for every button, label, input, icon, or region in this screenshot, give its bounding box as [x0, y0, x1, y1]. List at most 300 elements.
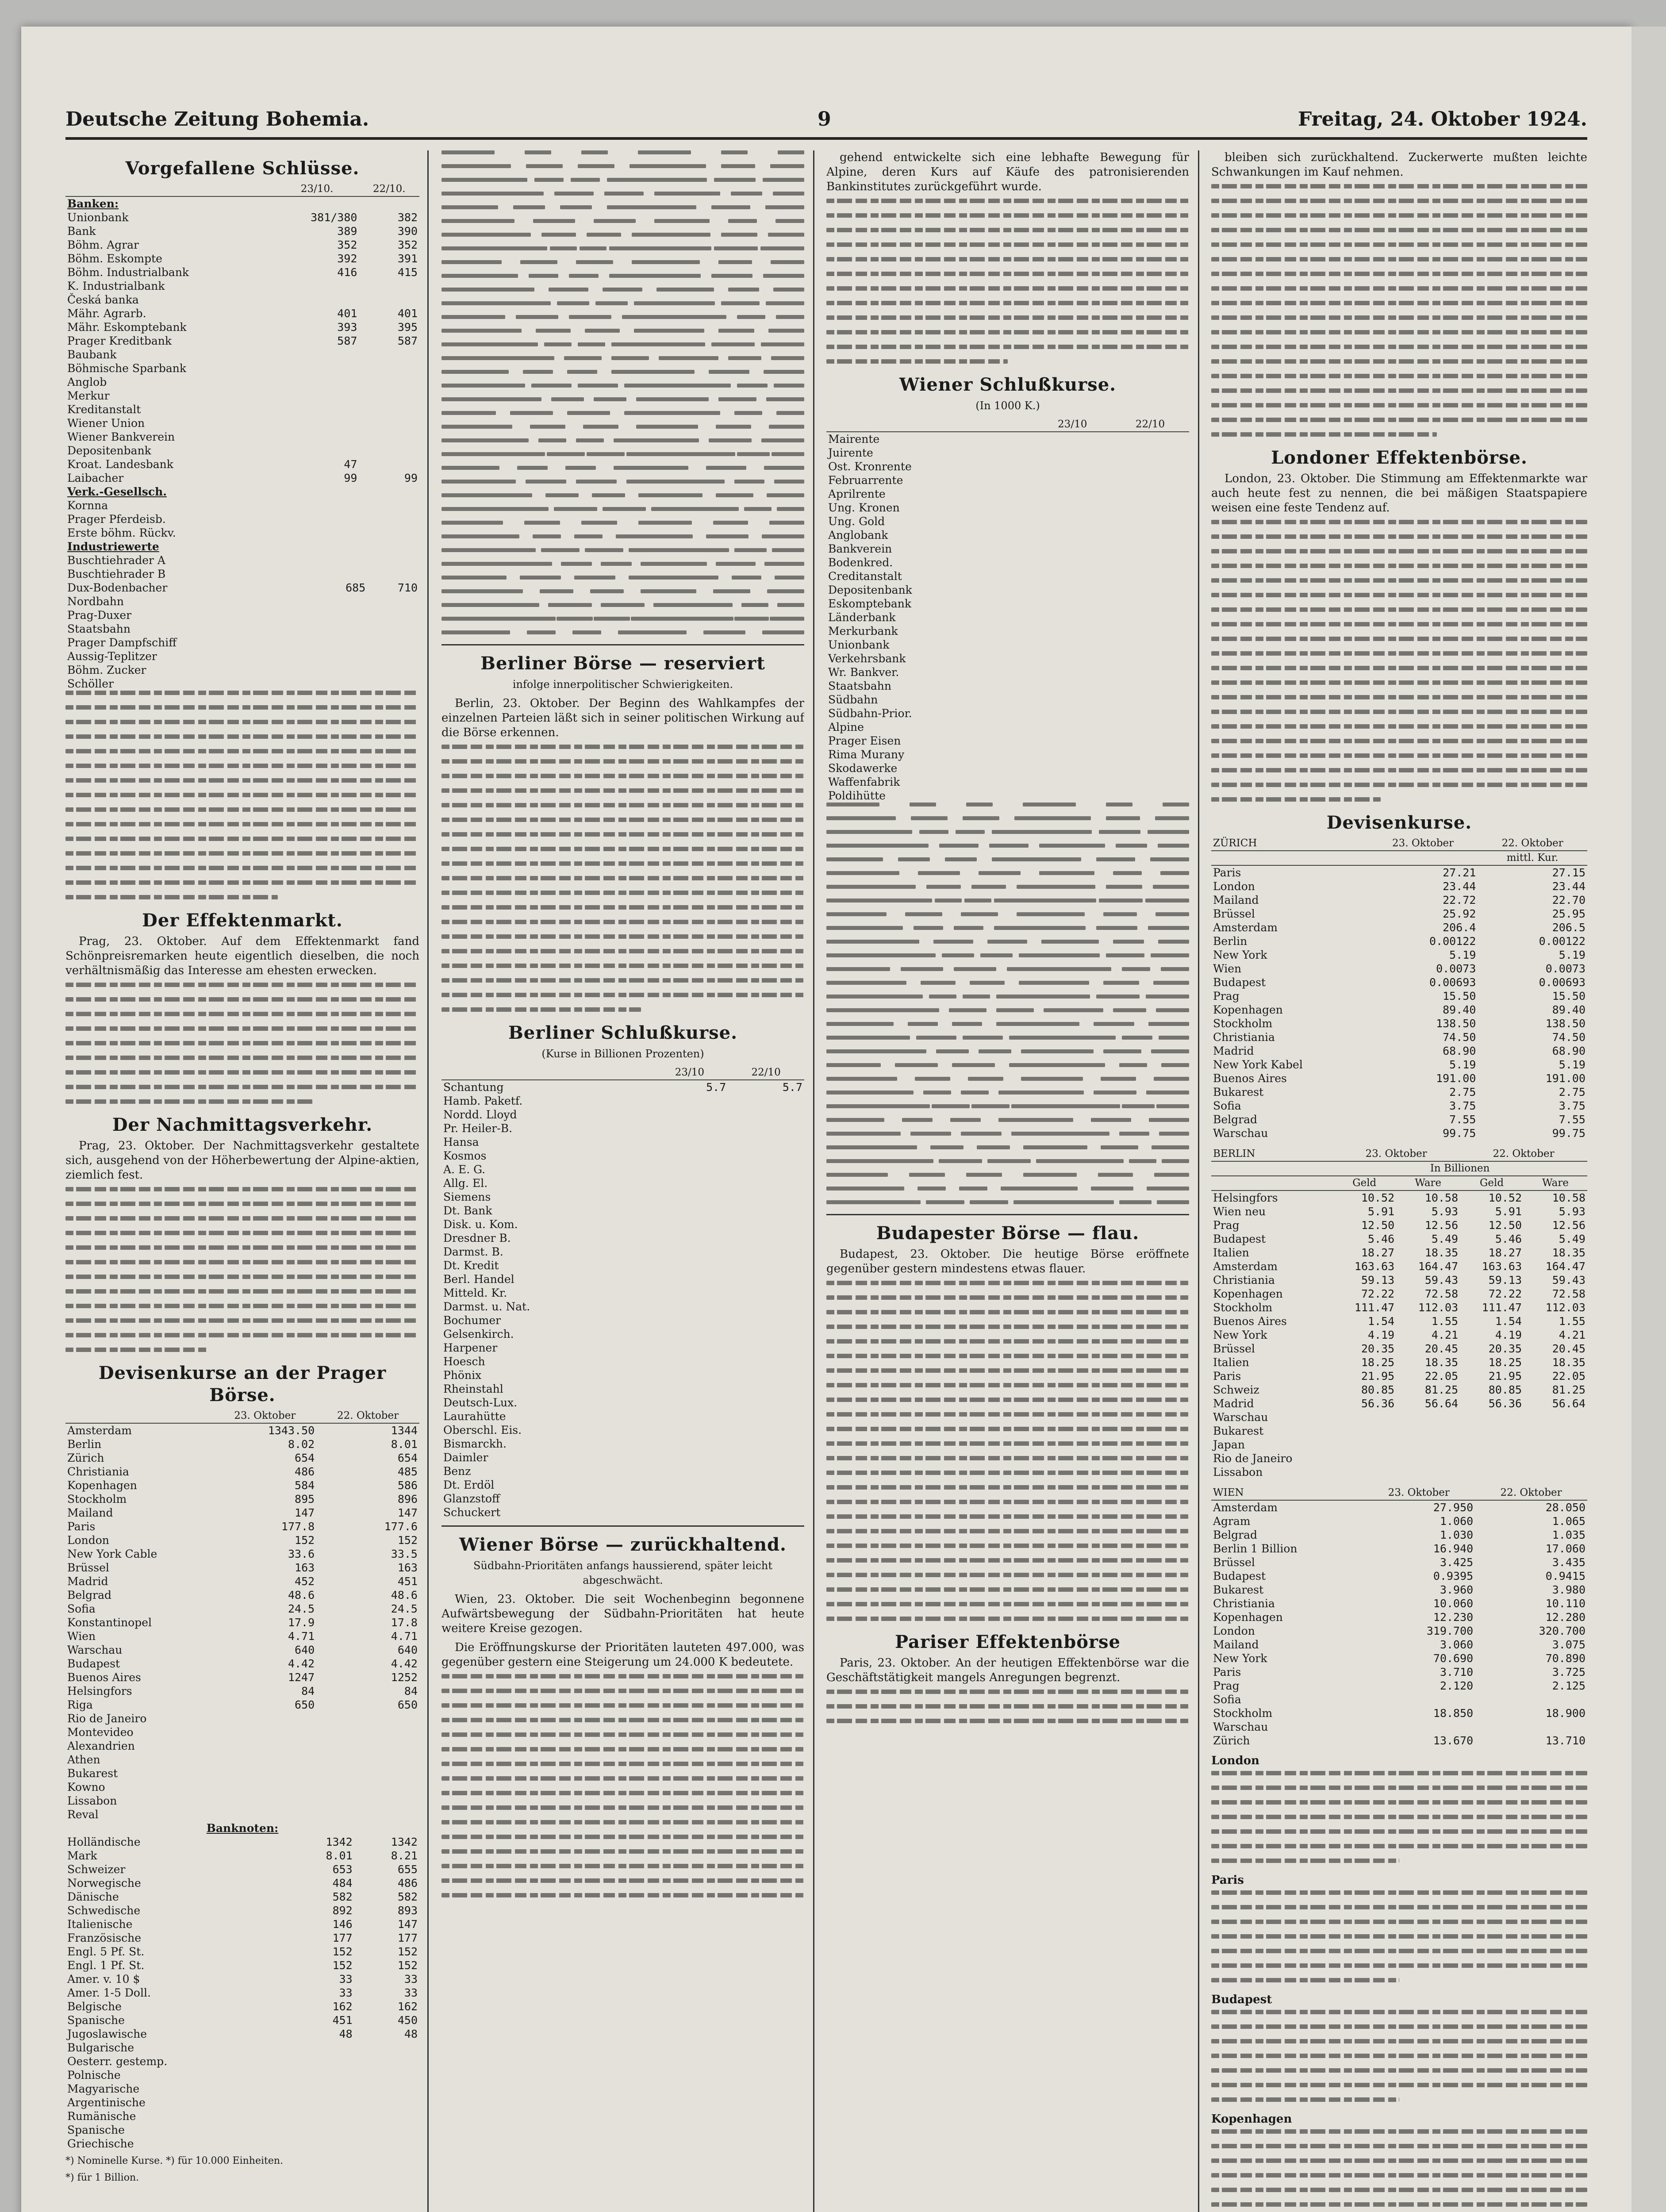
row-label: Französische — [67, 1932, 142, 1944]
row-value: 12.50 — [1361, 1219, 1395, 1232]
table-row — [65, 2096, 419, 2109]
row-value — [652, 1094, 728, 1108]
row-value — [652, 1382, 728, 1396]
row-value — [652, 1300, 728, 1313]
row-label: Buenos Aires — [1213, 1072, 1287, 1085]
table-row — [1211, 1651, 1587, 1665]
devisen-wien-table — [1211, 1486, 1587, 1747]
table-row — [65, 1520, 419, 1533]
row-value: 2.75 — [1449, 1086, 1476, 1098]
row-label: Budapest — [67, 1657, 120, 1670]
row-value — [1396, 1424, 1460, 1438]
table-row — [1211, 975, 1587, 989]
row-value: 147 — [295, 1506, 315, 1519]
row-label: London — [67, 1534, 109, 1547]
row-value — [1111, 515, 1189, 528]
row-value: 319.700 — [1426, 1624, 1474, 1637]
row-value: 17.8 — [391, 1616, 418, 1629]
row-value: 24.5 — [391, 1602, 418, 1615]
row-value — [728, 1355, 804, 1368]
row-value — [652, 1492, 728, 1505]
row-label: Depositenbank — [828, 584, 912, 596]
row-value: 72.58 — [1424, 1287, 1459, 1300]
text-block — [441, 745, 804, 1012]
row-label: Aprilrente — [828, 488, 886, 500]
row-label: Merkur — [67, 389, 110, 402]
table-row — [1211, 1126, 1587, 1140]
row-value: 452 — [295, 1575, 315, 1588]
column-rule — [427, 150, 429, 2212]
row-value: 3.710 — [1440, 1666, 1474, 1678]
table-row — [65, 471, 419, 485]
row-value: 23.44 — [1443, 880, 1476, 893]
row-label: Brüssel — [1213, 1556, 1255, 1569]
row-label: Mailand — [1213, 894, 1259, 906]
row-value — [316, 1780, 419, 1794]
row-value — [289, 2096, 354, 2109]
issue-date: Freitag, 24. Oktober 1924. — [1298, 108, 1587, 131]
table-row — [1211, 1514, 1587, 1528]
row-label: Oesterr. gestemp. — [67, 2055, 168, 2068]
row-value — [652, 1135, 728, 1149]
row-value: 111.47 — [1482, 1301, 1522, 1314]
table-row — [826, 556, 1189, 569]
row-label: Warschau — [67, 1644, 123, 1656]
row-value: 416 — [337, 266, 357, 279]
row-value: 401 — [337, 307, 357, 320]
row-value — [1111, 761, 1189, 775]
row-label: Stockholm — [1213, 1017, 1273, 1030]
row-value — [213, 1794, 316, 1808]
row-value — [315, 663, 368, 677]
row-value — [359, 416, 419, 430]
table-row — [441, 1163, 804, 1176]
row-value — [1111, 528, 1189, 542]
row-value: 0.00693 — [1539, 976, 1585, 989]
row-label: A. E. G. — [443, 1163, 486, 1176]
row-label: Spanische — [67, 2124, 125, 2136]
row-value — [1033, 693, 1111, 707]
row-value: 99.75 — [1552, 1127, 1585, 1140]
row-value: 3.960 — [1440, 1583, 1474, 1596]
section-subtitle: Südbahn-Prioritäten anfangs haussierend, später leicht abgeschwächt. — [473, 1559, 772, 1586]
row-label: Belgische — [67, 2000, 122, 2013]
market-block-heading: Paris — [1211, 1874, 1244, 1887]
row-label: Wr. Bankver. — [828, 666, 899, 679]
row-value — [652, 1176, 728, 1190]
newspaper-page — [21, 27, 1631, 2212]
table-row — [1211, 1301, 1587, 1314]
table-row — [1211, 1734, 1587, 1747]
row-value — [1460, 1452, 1524, 1465]
table-row — [441, 1259, 804, 1272]
row-value — [1332, 1438, 1396, 1452]
footnote: *) für 1 Billion. — [65, 2172, 139, 2183]
row-value — [1033, 569, 1111, 583]
table-row — [65, 1506, 419, 1520]
row-value — [354, 2068, 419, 2082]
row-value — [728, 1368, 804, 1382]
table-row — [826, 432, 1189, 446]
row-label: Mailand — [1213, 1638, 1259, 1651]
row-value: 22.72 — [1443, 894, 1476, 906]
row-label: Kopenhagen — [67, 1479, 137, 1492]
row-label: Brüssel — [1213, 907, 1255, 920]
row-value: 162 — [397, 2000, 418, 2013]
table-row — [826, 734, 1189, 748]
text-block — [1211, 520, 1587, 802]
row-value: 56.64 — [1424, 1397, 1459, 1410]
row-label: Christiania — [67, 1465, 129, 1478]
row-label: Wiener Bankverein — [67, 430, 175, 443]
row-value: 640 — [295, 1644, 315, 1656]
row-value: 18.35 — [1552, 1356, 1585, 1369]
row-value — [728, 1217, 804, 1231]
row-label: Belgrad — [1213, 1113, 1258, 1126]
row-label: Anglob — [67, 376, 107, 388]
row-value — [354, 2109, 419, 2123]
row-label: Depositenbank — [67, 444, 151, 457]
row-value: 68.90 — [1443, 1045, 1476, 1057]
row-value — [728, 1437, 804, 1451]
table-row — [65, 1753, 419, 1767]
row-label: Bismarckh. — [443, 1437, 507, 1450]
row-value — [728, 1451, 804, 1464]
table-row — [826, 460, 1189, 473]
row-value — [1460, 1410, 1524, 1424]
row-value: 10.58 — [1424, 1191, 1459, 1204]
table-row — [441, 1204, 804, 1217]
row-value — [213, 1725, 316, 1739]
row-value — [652, 1409, 728, 1423]
row-label: Prag — [1213, 1219, 1240, 1232]
row-label: Bukarest — [1213, 1086, 1264, 1098]
row-value — [1111, 624, 1189, 638]
row-value — [728, 1286, 804, 1300]
row-value — [1111, 597, 1189, 611]
table-row — [65, 649, 419, 663]
row-value — [359, 444, 419, 457]
row-value: 27.15 — [1552, 866, 1585, 879]
text-block — [826, 1690, 1189, 1723]
row-value: 33.5 — [391, 1548, 418, 1560]
row-label: Poldihütte — [828, 789, 886, 802]
row-label: Engl. 5 Pf. St. — [67, 1945, 145, 1958]
row-label: Nordd. Lloyd — [443, 1108, 517, 1121]
row-label: Darmst. u. Nat. — [443, 1300, 530, 1313]
row-value: 18.900 — [1545, 1707, 1585, 1720]
row-label: Engl. 1 Pf. St. — [67, 1959, 145, 1972]
table-row — [1211, 1569, 1587, 1583]
row-value — [1524, 1410, 1587, 1424]
row-value — [1111, 693, 1189, 707]
table-row — [441, 1382, 804, 1396]
table-row — [65, 663, 419, 677]
row-label: Spanische — [67, 2014, 125, 2027]
row-value: 653 — [332, 1863, 353, 1876]
row-value — [289, 2109, 354, 2123]
row-value — [1033, 665, 1111, 679]
row-value: 164.47 — [1545, 1260, 1585, 1273]
table-row — [65, 2109, 419, 2123]
section-title-budapest: Budapester Börse — flau. — [876, 1223, 1140, 1244]
row-value — [652, 1478, 728, 1492]
row-value: 10.58 — [1552, 1191, 1585, 1204]
table-row — [65, 1972, 419, 1986]
row-value — [213, 1712, 316, 1725]
row-value: 13.670 — [1433, 1734, 1474, 1747]
row-value: 138.50 — [1436, 1017, 1476, 1030]
row-label: Mitteld. Kr. — [443, 1286, 507, 1299]
table-row — [441, 1437, 804, 1451]
table-section-label: Banken: — [67, 197, 119, 210]
row-value: 1.030 — [1440, 1528, 1474, 1541]
row-value: 80.85 — [1361, 1383, 1395, 1396]
row-value — [652, 1217, 728, 1231]
row-label: Daimler — [443, 1451, 488, 1464]
row-value — [1111, 734, 1189, 748]
row-value — [1033, 597, 1111, 611]
row-value — [1033, 775, 1111, 789]
row-value — [728, 1204, 804, 1217]
table-row — [65, 1657, 419, 1671]
industrie-table — [65, 540, 419, 691]
row-label: Brüssel — [67, 1561, 109, 1574]
row-value: 12.280 — [1545, 1611, 1585, 1624]
row-label: Warschau — [1213, 1411, 1268, 1424]
row-value: 382 — [397, 211, 418, 224]
row-value: 12.56 — [1424, 1219, 1459, 1232]
table-section-label: Banknoten: — [206, 1822, 279, 1835]
table-row — [826, 501, 1189, 515]
row-value — [367, 636, 419, 649]
table-row — [65, 1986, 419, 2000]
table-row — [65, 1616, 419, 1629]
row-value: 1252 — [391, 1671, 418, 1684]
table-row — [65, 1561, 419, 1575]
row-label: Kreditanstalt — [67, 403, 141, 416]
text-block — [65, 691, 419, 899]
row-value: 7.55 — [1449, 1113, 1476, 1126]
row-value — [652, 1121, 728, 1135]
row-value — [315, 608, 368, 622]
row-label: Dresdner B. — [443, 1232, 511, 1244]
row-value: 27.950 — [1433, 1501, 1474, 1514]
table-row — [65, 307, 419, 320]
row-label: Laurahütte — [443, 1410, 506, 1423]
table-row — [1211, 1113, 1587, 1126]
row-value: 22.05 — [1424, 1370, 1459, 1382]
row-value: 28.050 — [1545, 1501, 1585, 1514]
row-label: Stockholm — [1213, 1301, 1273, 1314]
row-value — [1033, 734, 1111, 748]
row-value: 1.060 — [1440, 1515, 1474, 1528]
row-value — [1033, 679, 1111, 693]
row-label: Sofia — [1213, 1693, 1241, 1706]
row-value: 56.36 — [1488, 1397, 1522, 1410]
row-value — [1033, 473, 1111, 487]
row-label: Alpine — [828, 721, 864, 733]
row-value: 163 — [295, 1561, 315, 1574]
row-value: 1.54 — [1495, 1315, 1522, 1328]
row-value: 893 — [397, 1904, 418, 1917]
section-title-london: Londoner Effektenbörse. — [1271, 447, 1528, 468]
row-label: Italienische — [67, 1918, 133, 1931]
row-label: Prag — [1213, 1679, 1240, 1692]
table-row — [1211, 1720, 1587, 1734]
row-label: Helsingfors — [67, 1685, 132, 1697]
text-block — [65, 1187, 419, 1352]
row-value: 895 — [295, 1493, 315, 1505]
row-label: Laibacher — [67, 472, 124, 484]
row-label: Lissabon — [67, 1794, 117, 1807]
column-subheader: Ware — [1524, 1176, 1587, 1190]
table-row — [65, 457, 419, 471]
row-label: Buschtiehrader B — [67, 568, 166, 580]
row-label: Stockholm — [67, 1493, 127, 1505]
row-value — [1111, 473, 1189, 487]
row-value — [315, 622, 368, 636]
row-value: 5.7 — [706, 1081, 726, 1094]
row-value: 33 — [339, 1986, 353, 1999]
table-row — [826, 624, 1189, 638]
row-value — [359, 389, 419, 403]
row-value: 3.725 — [1552, 1666, 1585, 1678]
row-label: Wien — [1213, 962, 1242, 975]
row-value: 1342 — [391, 1836, 418, 1848]
devisen-prag-table — [65, 1409, 419, 1821]
table-row — [65, 293, 419, 307]
row-value — [1033, 583, 1111, 597]
row-value: 5.19 — [1559, 949, 1585, 961]
table-row — [1211, 1542, 1587, 1555]
row-value: 12.56 — [1552, 1219, 1585, 1232]
row-value — [1524, 1465, 1587, 1479]
row-value — [652, 1231, 728, 1245]
row-label: Darmst. B. — [443, 1245, 503, 1258]
table-row — [1211, 1342, 1587, 1356]
row-value: 112.03 — [1418, 1301, 1459, 1314]
table-row — [65, 608, 419, 622]
row-value: 56.36 — [1361, 1397, 1395, 1410]
row-value: 2.125 — [1552, 1679, 1585, 1692]
row-label: Mähr. Agrarb. — [67, 307, 146, 320]
table-row — [65, 1602, 419, 1616]
row-label: Aussig-Teplitzer — [67, 650, 157, 663]
row-label: Bank — [67, 225, 96, 238]
row-value: 56.64 — [1552, 1397, 1585, 1410]
row-value: 18.35 — [1552, 1246, 1585, 1259]
row-value — [1033, 748, 1111, 761]
row-label: London — [1213, 880, 1255, 893]
row-label: Anglobank — [828, 529, 888, 541]
table-row — [65, 1533, 419, 1547]
table-row — [65, 1849, 419, 1863]
row-value — [1111, 432, 1189, 446]
row-value — [728, 1245, 804, 1259]
row-value — [1111, 652, 1189, 665]
row-value: 1247 — [288, 1671, 315, 1684]
row-value — [367, 567, 419, 581]
table-row — [826, 515, 1189, 528]
row-value: 352 — [397, 238, 418, 251]
row-label: Bukarest — [67, 1767, 118, 1780]
table-row — [65, 499, 419, 512]
row-value: 685 — [345, 581, 366, 594]
section-title-nachmittag: Der Nachmittagsverkehr. — [112, 1114, 373, 1135]
row-value — [728, 1149, 804, 1163]
row-value: 47 — [344, 458, 357, 471]
row-value: 48.6 — [391, 1589, 418, 1601]
row-value: 152 — [397, 1945, 418, 1958]
table-row — [65, 334, 419, 348]
row-label: Christiania — [1213, 1597, 1275, 1610]
table-row — [65, 1945, 419, 1959]
row-value — [652, 1505, 728, 1519]
row-value: 5.19 — [1449, 1058, 1476, 1071]
market-block-heading: Budapest — [1211, 1993, 1272, 2006]
row-value — [1033, 542, 1111, 556]
table-row — [65, 1451, 419, 1465]
row-value: 10.060 — [1433, 1597, 1474, 1610]
row-value — [1332, 1452, 1396, 1465]
section-title-wiener-schlusskurse: Wiener Schlußkurse. — [899, 374, 1117, 395]
row-value — [728, 1409, 804, 1423]
foreign-market-blocks — [1211, 1754, 1587, 2212]
table-row — [1211, 1679, 1587, 1693]
row-value — [359, 279, 419, 293]
row-label: Rio de Janeiro — [1213, 1452, 1293, 1465]
row-value: 163.63 — [1482, 1260, 1522, 1273]
row-value — [354, 2041, 419, 2055]
row-value — [728, 1259, 804, 1272]
row-label: Brüssel — [1213, 1342, 1255, 1355]
row-label: K. Industrialbank — [67, 280, 165, 292]
table-row — [65, 2123, 419, 2137]
row-value — [1033, 611, 1111, 624]
city-label: ZÜRICH — [1211, 837, 1368, 851]
row-value — [1033, 789, 1111, 803]
table-row — [826, 638, 1189, 652]
row-value — [1033, 446, 1111, 460]
row-value: 3.75 — [1449, 1099, 1476, 1112]
row-value — [213, 1808, 316, 1821]
table-row — [65, 1588, 419, 1602]
row-value — [1524, 1438, 1587, 1452]
table-row — [826, 597, 1189, 611]
table-row — [826, 789, 1189, 803]
row-value: 1342 — [326, 1836, 353, 1848]
row-label: Lissabon — [1213, 1466, 1263, 1479]
table-row — [65, 224, 419, 238]
row-value: 48.6 — [288, 1589, 315, 1601]
row-value — [652, 1327, 728, 1341]
row-value — [728, 1396, 804, 1409]
table-row — [65, 595, 419, 608]
table-row — [826, 679, 1189, 693]
date-header: 23. Oktober — [1363, 1486, 1475, 1500]
date-header: 22. Oktober — [1475, 1486, 1587, 1500]
date-header: 22/10 — [1111, 418, 1189, 432]
table-row — [65, 1959, 419, 1972]
table-row — [65, 1423, 419, 1437]
row-value: 640 — [397, 1644, 418, 1656]
table-row — [65, 211, 419, 224]
row-value — [1033, 707, 1111, 720]
row-value — [315, 567, 368, 581]
row-value: 18.27 — [1361, 1246, 1395, 1259]
row-value — [1033, 501, 1111, 515]
